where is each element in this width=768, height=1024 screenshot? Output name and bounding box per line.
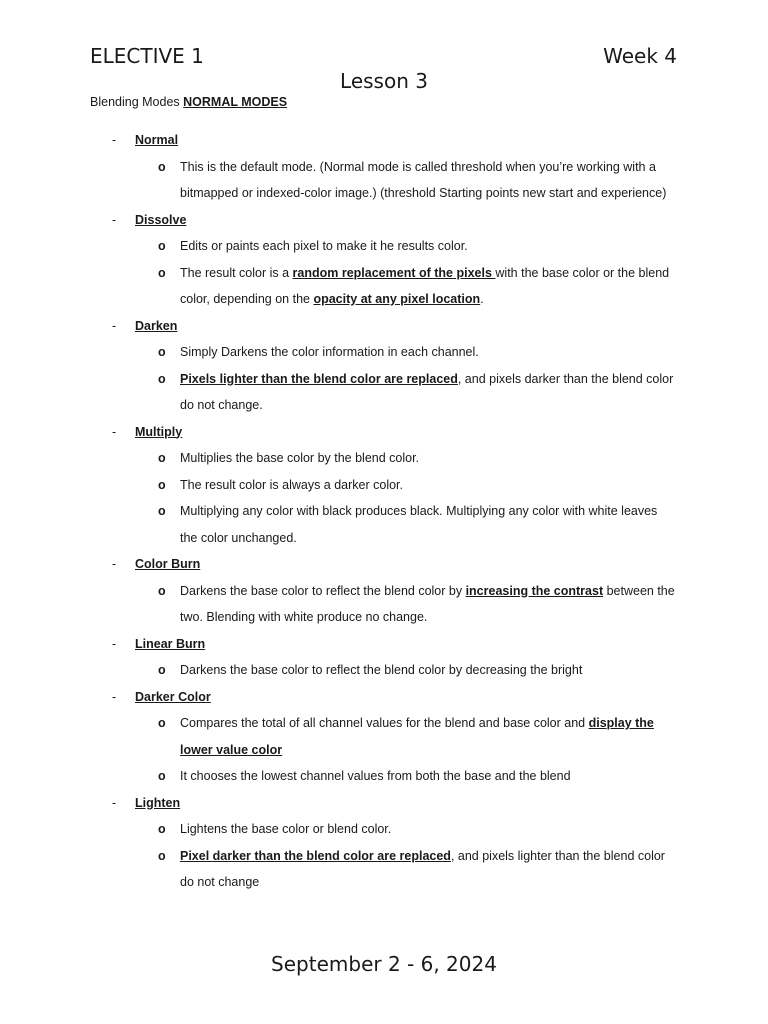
blend-mode-list xyxy=(0,127,768,896)
section-title: Darken xyxy=(135,318,178,333)
text-segment: do not change xyxy=(180,875,260,889)
section-title: Dissolve xyxy=(135,212,187,227)
section-title: Linear Burn xyxy=(135,636,206,651)
section-heading-row xyxy=(0,127,768,154)
section-title: Normal xyxy=(135,133,179,147)
list-item xyxy=(0,445,768,472)
section-title: Multiply xyxy=(135,424,183,439)
text-segment: Darkens the base color to reflect the blend color by decreasing the bright xyxy=(180,663,583,677)
circle-bullet-icon: o xyxy=(158,848,166,863)
list-item xyxy=(0,763,768,790)
text-segment: The result color is a xyxy=(180,265,293,280)
section-heading-row xyxy=(0,313,768,340)
text-segment: the color unchanged. xyxy=(180,530,297,545)
dash-bullet-icon: - xyxy=(112,689,117,704)
emphasis-text: opacity at any pixel location xyxy=(313,292,481,306)
section-title: Darker Color xyxy=(135,689,211,704)
emphasis-text: Pixels lighter than the blend color are replaced xyxy=(180,371,458,386)
text-segment: color, depending on the xyxy=(180,292,314,306)
text-segment: Multiplies the base color by the blend color. xyxy=(180,451,420,465)
circle-bullet-icon: o xyxy=(158,265,166,280)
item-text xyxy=(180,498,657,525)
section-title: Lighten xyxy=(135,795,181,810)
item-text xyxy=(180,154,656,181)
text-segment: It chooses the lowest channel values from both the base and the blend xyxy=(180,769,571,783)
text-segment: do not change. xyxy=(180,398,263,412)
list-item xyxy=(0,286,768,313)
dash-bullet-icon: - xyxy=(112,795,117,810)
circle-bullet-icon: o xyxy=(158,822,166,836)
lesson-title: Lesson 3 xyxy=(340,69,428,93)
text-segment: Lightens the base color or blend color. xyxy=(180,822,392,836)
circle-bullet-icon: o xyxy=(158,477,166,492)
emphasis-text: random replacement of the pixels xyxy=(292,265,496,280)
circle-bullet-icon: o xyxy=(158,159,166,174)
dash-bullet-icon: - xyxy=(112,212,117,227)
item-text xyxy=(180,366,673,393)
emphasis-text: Pixel darker than the blend color are replaced xyxy=(180,848,451,863)
dash-bullet-icon: - xyxy=(112,133,117,147)
list-item xyxy=(0,525,768,552)
text-segment: between the xyxy=(603,583,675,598)
item-text xyxy=(180,737,282,764)
list-item xyxy=(0,869,768,896)
item-text xyxy=(180,525,297,552)
circle-bullet-icon: o xyxy=(158,583,166,598)
list-item xyxy=(0,657,768,684)
item-text xyxy=(180,233,468,260)
circle-bullet-icon: o xyxy=(158,769,166,783)
text-segment: two. Blending with white produce no change. xyxy=(180,610,428,624)
text-segment: Multiplying any color with black produces black. Multiplying any color with white leaves xyxy=(180,504,658,518)
date-footer: September 2 - 6, 2024 xyxy=(271,952,497,976)
list-item xyxy=(0,737,768,764)
emphasis-text: lower value color xyxy=(180,742,283,757)
item-text xyxy=(180,260,669,287)
text-segment: Simply Darkens the color information in each channel. xyxy=(180,345,479,359)
section-heading-row xyxy=(0,684,768,711)
item-text xyxy=(180,180,666,207)
topic-label: Blending Modes xyxy=(90,95,184,109)
list-item xyxy=(0,392,768,419)
emphasis-text: display the xyxy=(588,716,654,730)
circle-bullet-icon: o xyxy=(158,504,166,518)
text-segment: Darkens the base color to reflect the blend color by xyxy=(180,583,466,598)
emphasis-text: increasing the contrast xyxy=(465,583,604,598)
course-title: ELECTIVE 1 xyxy=(90,44,204,68)
list-item xyxy=(0,180,768,207)
circle-bullet-icon: o xyxy=(158,345,166,359)
list-item xyxy=(0,233,768,260)
item-text xyxy=(180,657,582,684)
list-item xyxy=(0,260,768,287)
dash-bullet-icon: - xyxy=(112,557,117,571)
topic-emphasis: NORMAL MODES xyxy=(183,95,288,109)
circle-bullet-icon: o xyxy=(158,239,166,253)
section-title: Color Burn xyxy=(135,557,201,571)
circle-bullet-icon: o xyxy=(158,663,166,677)
dash-bullet-icon: - xyxy=(112,424,117,439)
circle-bullet-icon: o xyxy=(158,451,166,465)
item-text xyxy=(180,869,259,896)
list-item xyxy=(0,816,768,843)
list-item xyxy=(0,472,768,499)
list-item xyxy=(0,498,768,525)
text-segment: , and pixels darker than the blend color xyxy=(457,371,674,386)
item-text xyxy=(180,339,479,366)
text-segment: Edits or paints each pixel to make it he results color. xyxy=(180,239,468,253)
list-item xyxy=(0,339,768,366)
item-text xyxy=(180,472,403,499)
item-text xyxy=(180,286,484,313)
item-text xyxy=(180,578,675,605)
text-segment: with the base color or the blend xyxy=(495,265,670,280)
section-heading-row xyxy=(0,419,768,446)
item-text xyxy=(180,604,427,631)
week-label: Week 4 xyxy=(603,44,677,68)
list-item xyxy=(0,710,768,737)
circle-bullet-icon: o xyxy=(158,371,166,386)
topic-line xyxy=(90,95,287,109)
item-text xyxy=(180,816,391,843)
text-segment: This is the default mode. (Normal mode is called threshold when you’re working with a xyxy=(180,159,656,174)
item-text xyxy=(180,710,654,737)
dash-bullet-icon: - xyxy=(112,636,117,651)
list-item xyxy=(0,154,768,181)
item-text xyxy=(180,763,571,790)
section-heading-row xyxy=(0,790,768,817)
dash-bullet-icon: - xyxy=(112,318,117,333)
circle-bullet-icon: o xyxy=(158,716,166,730)
item-text xyxy=(180,445,419,472)
text-segment: The result color is always a darker color. xyxy=(180,477,404,492)
section-heading-row xyxy=(0,551,768,578)
text-segment: Compares the total of all channel values for the blend and base color and xyxy=(180,716,589,730)
text-segment: bitmapped or indexed-color image.) (threshold Starting points new start and experience) xyxy=(180,186,667,200)
text-segment: . xyxy=(480,292,484,306)
item-text xyxy=(180,843,665,870)
list-item xyxy=(0,578,768,605)
list-item xyxy=(0,366,768,393)
section-heading-row xyxy=(0,207,768,234)
item-text xyxy=(180,392,263,419)
text-segment: , and pixels lighter than the blend color xyxy=(450,848,665,863)
list-item xyxy=(0,843,768,870)
section-heading-row xyxy=(0,631,768,658)
list-item xyxy=(0,604,768,631)
